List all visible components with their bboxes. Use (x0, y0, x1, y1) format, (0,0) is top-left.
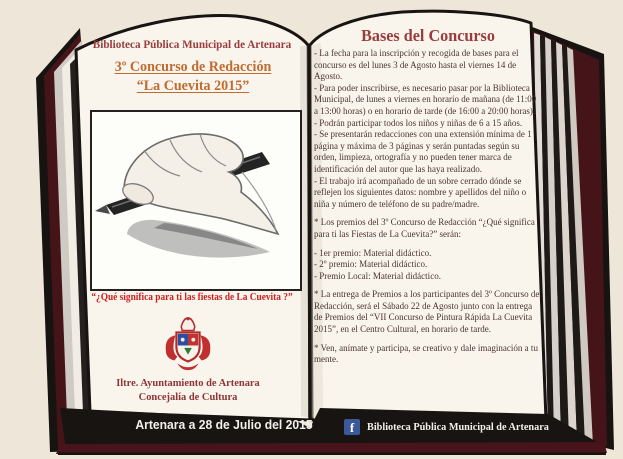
poster-date: Artenara a 28 de Julio del 2015 (135, 418, 313, 432)
contest-rules-text (314, 48, 541, 366)
book-spine (309, 45, 310, 420)
cover-bottom-strip (56, 442, 607, 454)
rule-item: - La fecha para la inscripción y recogida de bases para el concurso es del lunes 3 de Agosto hasta el viernes 14 de Agosto. (314, 48, 519, 83)
artenara-coat-of-arms (152, 316, 224, 374)
prize-item: - Premio Local: Material didáctico. (314, 270, 441, 282)
hand-writing-illustration (92, 112, 300, 289)
hand-writing-illustration-frame (90, 110, 302, 291)
contest-title-line2: “La Cuevita 2015” (136, 78, 250, 94)
awards-ceremony-note: * La entrega de Premios a los participantes del 3º Concurso de Redacción, será el Sábado 22 de Agosto junto con la entrega de Premios del “VII Concurso de Pintura Rápida La Cuevita 2015”, en el Centro Cultural, en horario de tarde. (314, 289, 540, 336)
org-line-ayuntamiento: Iltre. Ayuntamiento de Artenara (116, 377, 260, 389)
bases-heading: Bases del Concurso (361, 26, 495, 45)
cover-bottom-edge (58, 453, 606, 456)
rule-item: - El trabajo irá acompañado de un sobre cerrado dónde se reflejen los siguientes datos: nombre y apellidos del niño o niña y número de teléfono de su padre/madre. (314, 175, 527, 210)
closing-invitation: * Ven, anímate y participa, se creativo y dale imaginación a tu mente. (314, 342, 538, 366)
rule-item: - Se presentarán redacciones con una extensión mínima de 1 página y máxima de 3 páginas y serán puntadas según su orden, limpieza, ortografía y no pueden tener marca de identificación del autor que las haya realizado. (314, 129, 532, 175)
library-header: Biblioteca Pública Municipal de Artenara (92, 37, 292, 51)
prize-item: - 2º premio: Material didáctico. (314, 259, 428, 271)
prizes-intro: * Los premios del 3º Concurso de Redacción “¿Qué significa para ti las Fiestas de La Cuevita?” serán: (314, 217, 535, 240)
rule-item: - Para poder inscribirse, es necesario pasar por la Biblioteca Municipal, de lunes a viernes en horario de mañana (de 11:00 a 13:00 horas) o en horario de tarde (de 16:00 a 20:00 horas). (314, 82, 537, 117)
prize-item: - 1er premio: Material didáctico. (314, 247, 432, 259)
org-line-concejalia: Concejalía de Cultura (138, 391, 238, 403)
facebook-badge (344, 419, 563, 435)
rule-item: - Podrán participar todos los niños y niñas de 6 a 15 años. (314, 117, 523, 129)
facebook-page-name: Biblioteca Pública Municipal de Artenara (367, 421, 549, 433)
facebook-icon: f (344, 419, 360, 435)
contest-title-line1: 3º Concurso de Redacción (114, 59, 272, 75)
contest-question: “¿Qué significa para ti las fiestas de La Cuevita ?” (91, 291, 293, 303)
